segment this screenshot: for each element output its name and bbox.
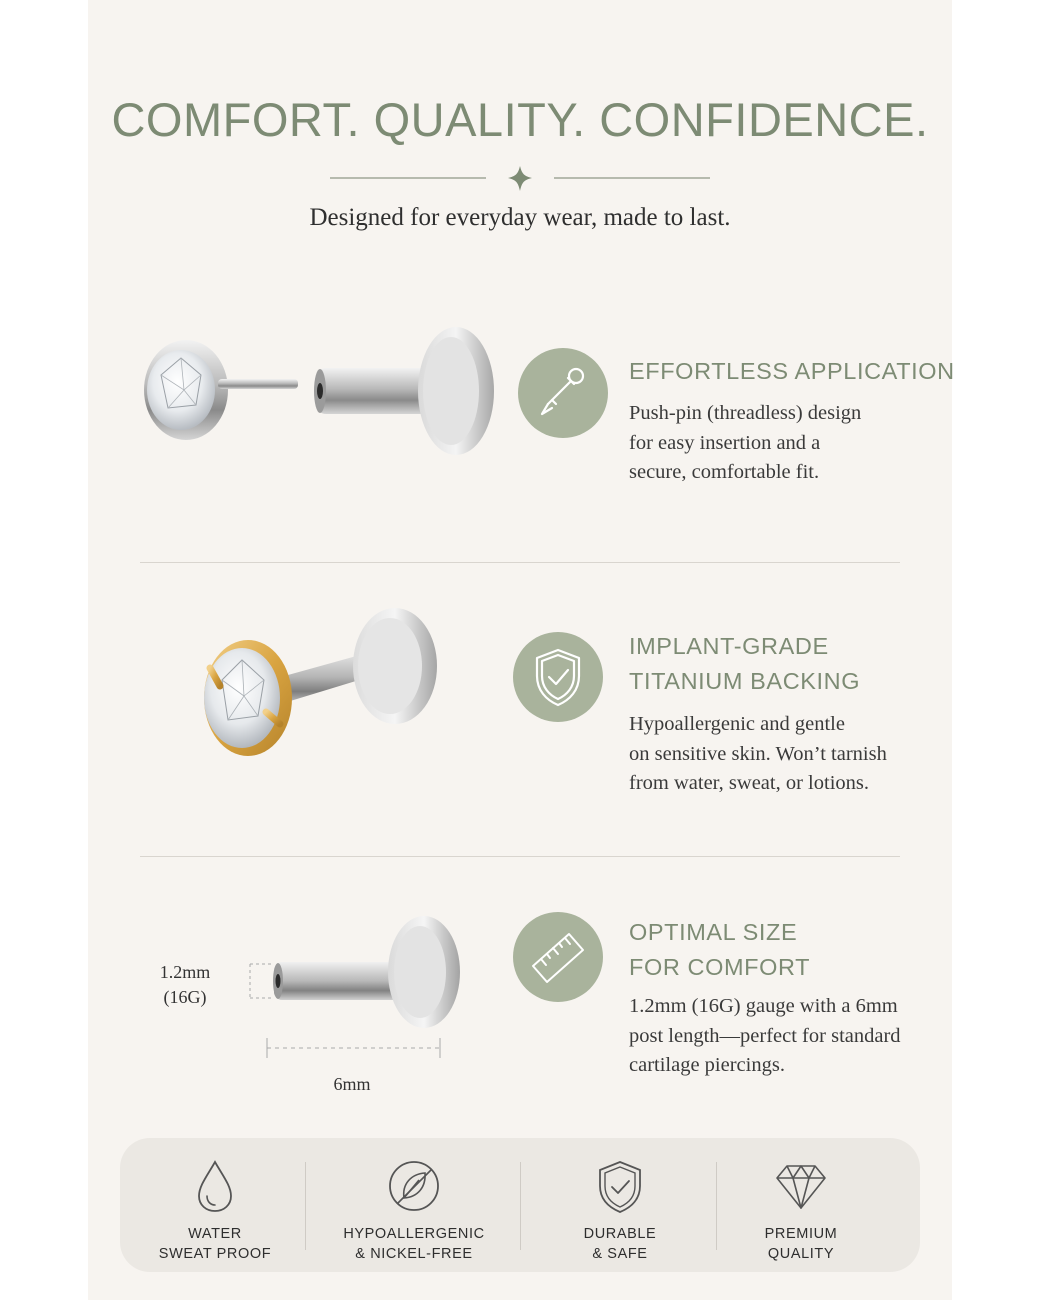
feature-icon-circle <box>513 912 603 1002</box>
badge-durable-safe <box>540 1138 700 1272</box>
sparkle-divider-icon <box>330 166 710 192</box>
badge-label: HYPOALLERGENIC & NICKEL-FREE <box>343 1226 485 1262</box>
threadless-stud-product-image <box>126 320 506 480</box>
leaf-icon <box>387 1158 441 1214</box>
push-pin-icon <box>518 348 608 438</box>
feature-icon-circle <box>518 348 608 438</box>
feature-description: Push-pin (threadless) design for easy insertion and a secure, comfortable fit. <box>629 402 862 483</box>
badge-separator <box>520 1162 521 1250</box>
section-divider <box>140 562 900 563</box>
section-divider <box>140 856 900 857</box>
badge-premium-quality <box>726 1138 876 1272</box>
right-margin <box>952 0 1040 1300</box>
gauge-label: 1.2mm (16G) <box>159 962 211 1007</box>
feature-title: OPTIMAL SIZE FOR COMFORT <box>629 919 811 980</box>
feature-icon-circle <box>513 632 603 722</box>
badge-separator <box>716 1162 717 1250</box>
page-subtitle: Designed for everyday wear, made to last. <box>309 204 731 231</box>
left-margin <box>0 0 88 1300</box>
ruler-icon <box>513 912 603 1002</box>
badge-label: PREMIUM QUALITY <box>764 1226 838 1262</box>
badge-water-sweat-proof <box>130 1138 300 1272</box>
feature-description: Hypoallergenic and gentle on sensitive skin. Won’t tarnish from water, sweat, or lotions. <box>629 713 887 794</box>
gold-gem-stud-product-image <box>170 608 460 778</box>
shield-check-icon <box>513 632 603 722</box>
badge-separator <box>305 1162 306 1250</box>
diamond-icon <box>773 1158 829 1214</box>
feature-description: 1.2mm (16G) gauge with a 6mm post length—perfect for standard cartilage piercings. <box>629 995 901 1076</box>
badge-hypoallergenic <box>328 1138 500 1272</box>
feature-title: EFFORTLESS APPLICATION <box>629 358 955 384</box>
features-badge-bar <box>120 1138 920 1272</box>
length-label: 6mm <box>333 1074 371 1094</box>
shield-check-icon <box>593 1158 647 1214</box>
feature-title: IMPLANT-GRADE TITANIUM BACKING <box>629 633 861 694</box>
water-drop-icon <box>188 1158 242 1214</box>
flat-back-dimension-image <box>240 910 470 1060</box>
page-title: COMFORT. QUALITY. CONFIDENCE. <box>111 93 929 146</box>
badge-label: DURABLE & SAFE <box>583 1226 657 1262</box>
badge-label: WATER SWEAT PROOF <box>158 1226 272 1262</box>
